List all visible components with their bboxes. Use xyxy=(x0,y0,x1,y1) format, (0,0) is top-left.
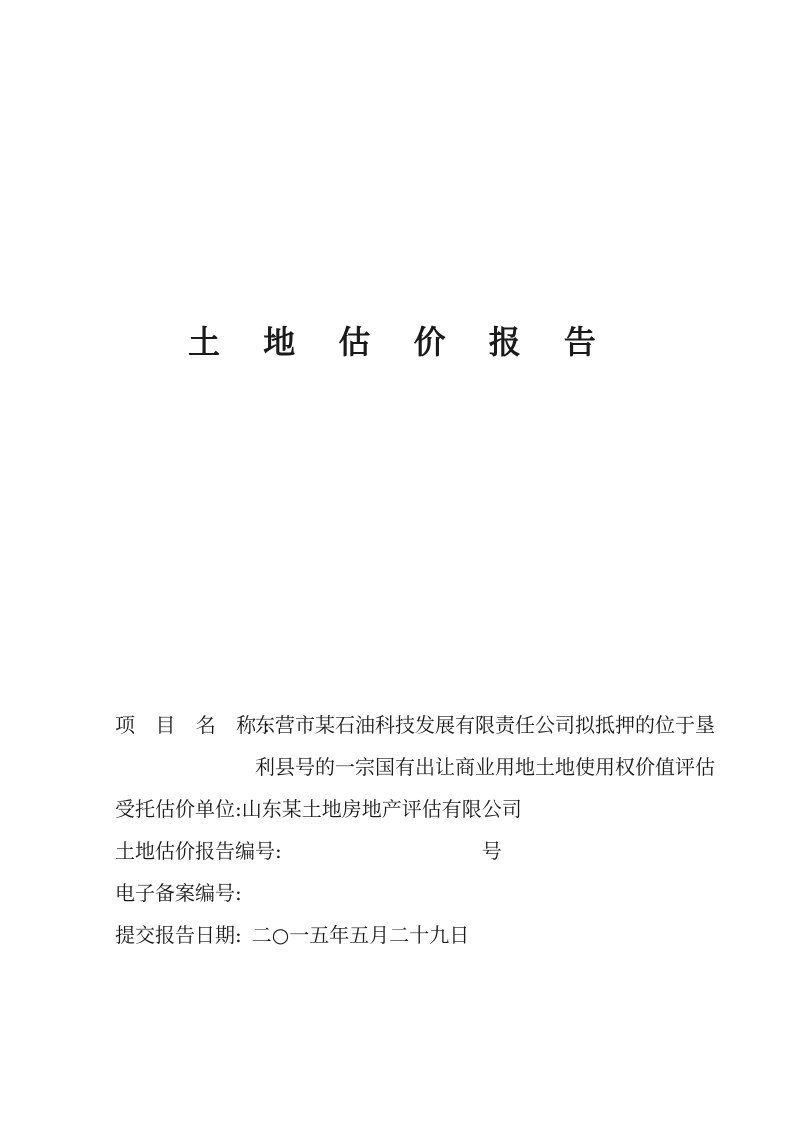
submit-date-row xyxy=(115,914,755,956)
e-filing-row xyxy=(115,872,755,914)
client-row xyxy=(115,788,755,830)
report-number-label: 土地估价报告编号: xyxy=(115,839,282,863)
project-name-label: 项 目 名 称: xyxy=(115,713,277,737)
submit-date-value: 二○一五年五月二十九日 xyxy=(251,923,470,947)
submit-date-label: 提交报告日期: xyxy=(115,923,242,947)
client-label: 受托估价单位: xyxy=(115,797,242,821)
project-name-value: 东营市某石油科技发展有限责任公司拟抵押的位于垦利县号的一宗国有出让商业用地土地使用权价值评估 xyxy=(255,713,715,779)
page-title: 土 地 估 价 报 告 xyxy=(188,323,612,361)
report-number-row xyxy=(115,830,755,872)
project-name-row xyxy=(115,704,755,788)
client-value: 山东某土地房地产评估有限公司 xyxy=(241,797,522,821)
report-info-block xyxy=(115,704,755,956)
e-filing-label: 电子备案编号: xyxy=(115,881,242,905)
report-number-suffix: 号 xyxy=(481,839,502,863)
